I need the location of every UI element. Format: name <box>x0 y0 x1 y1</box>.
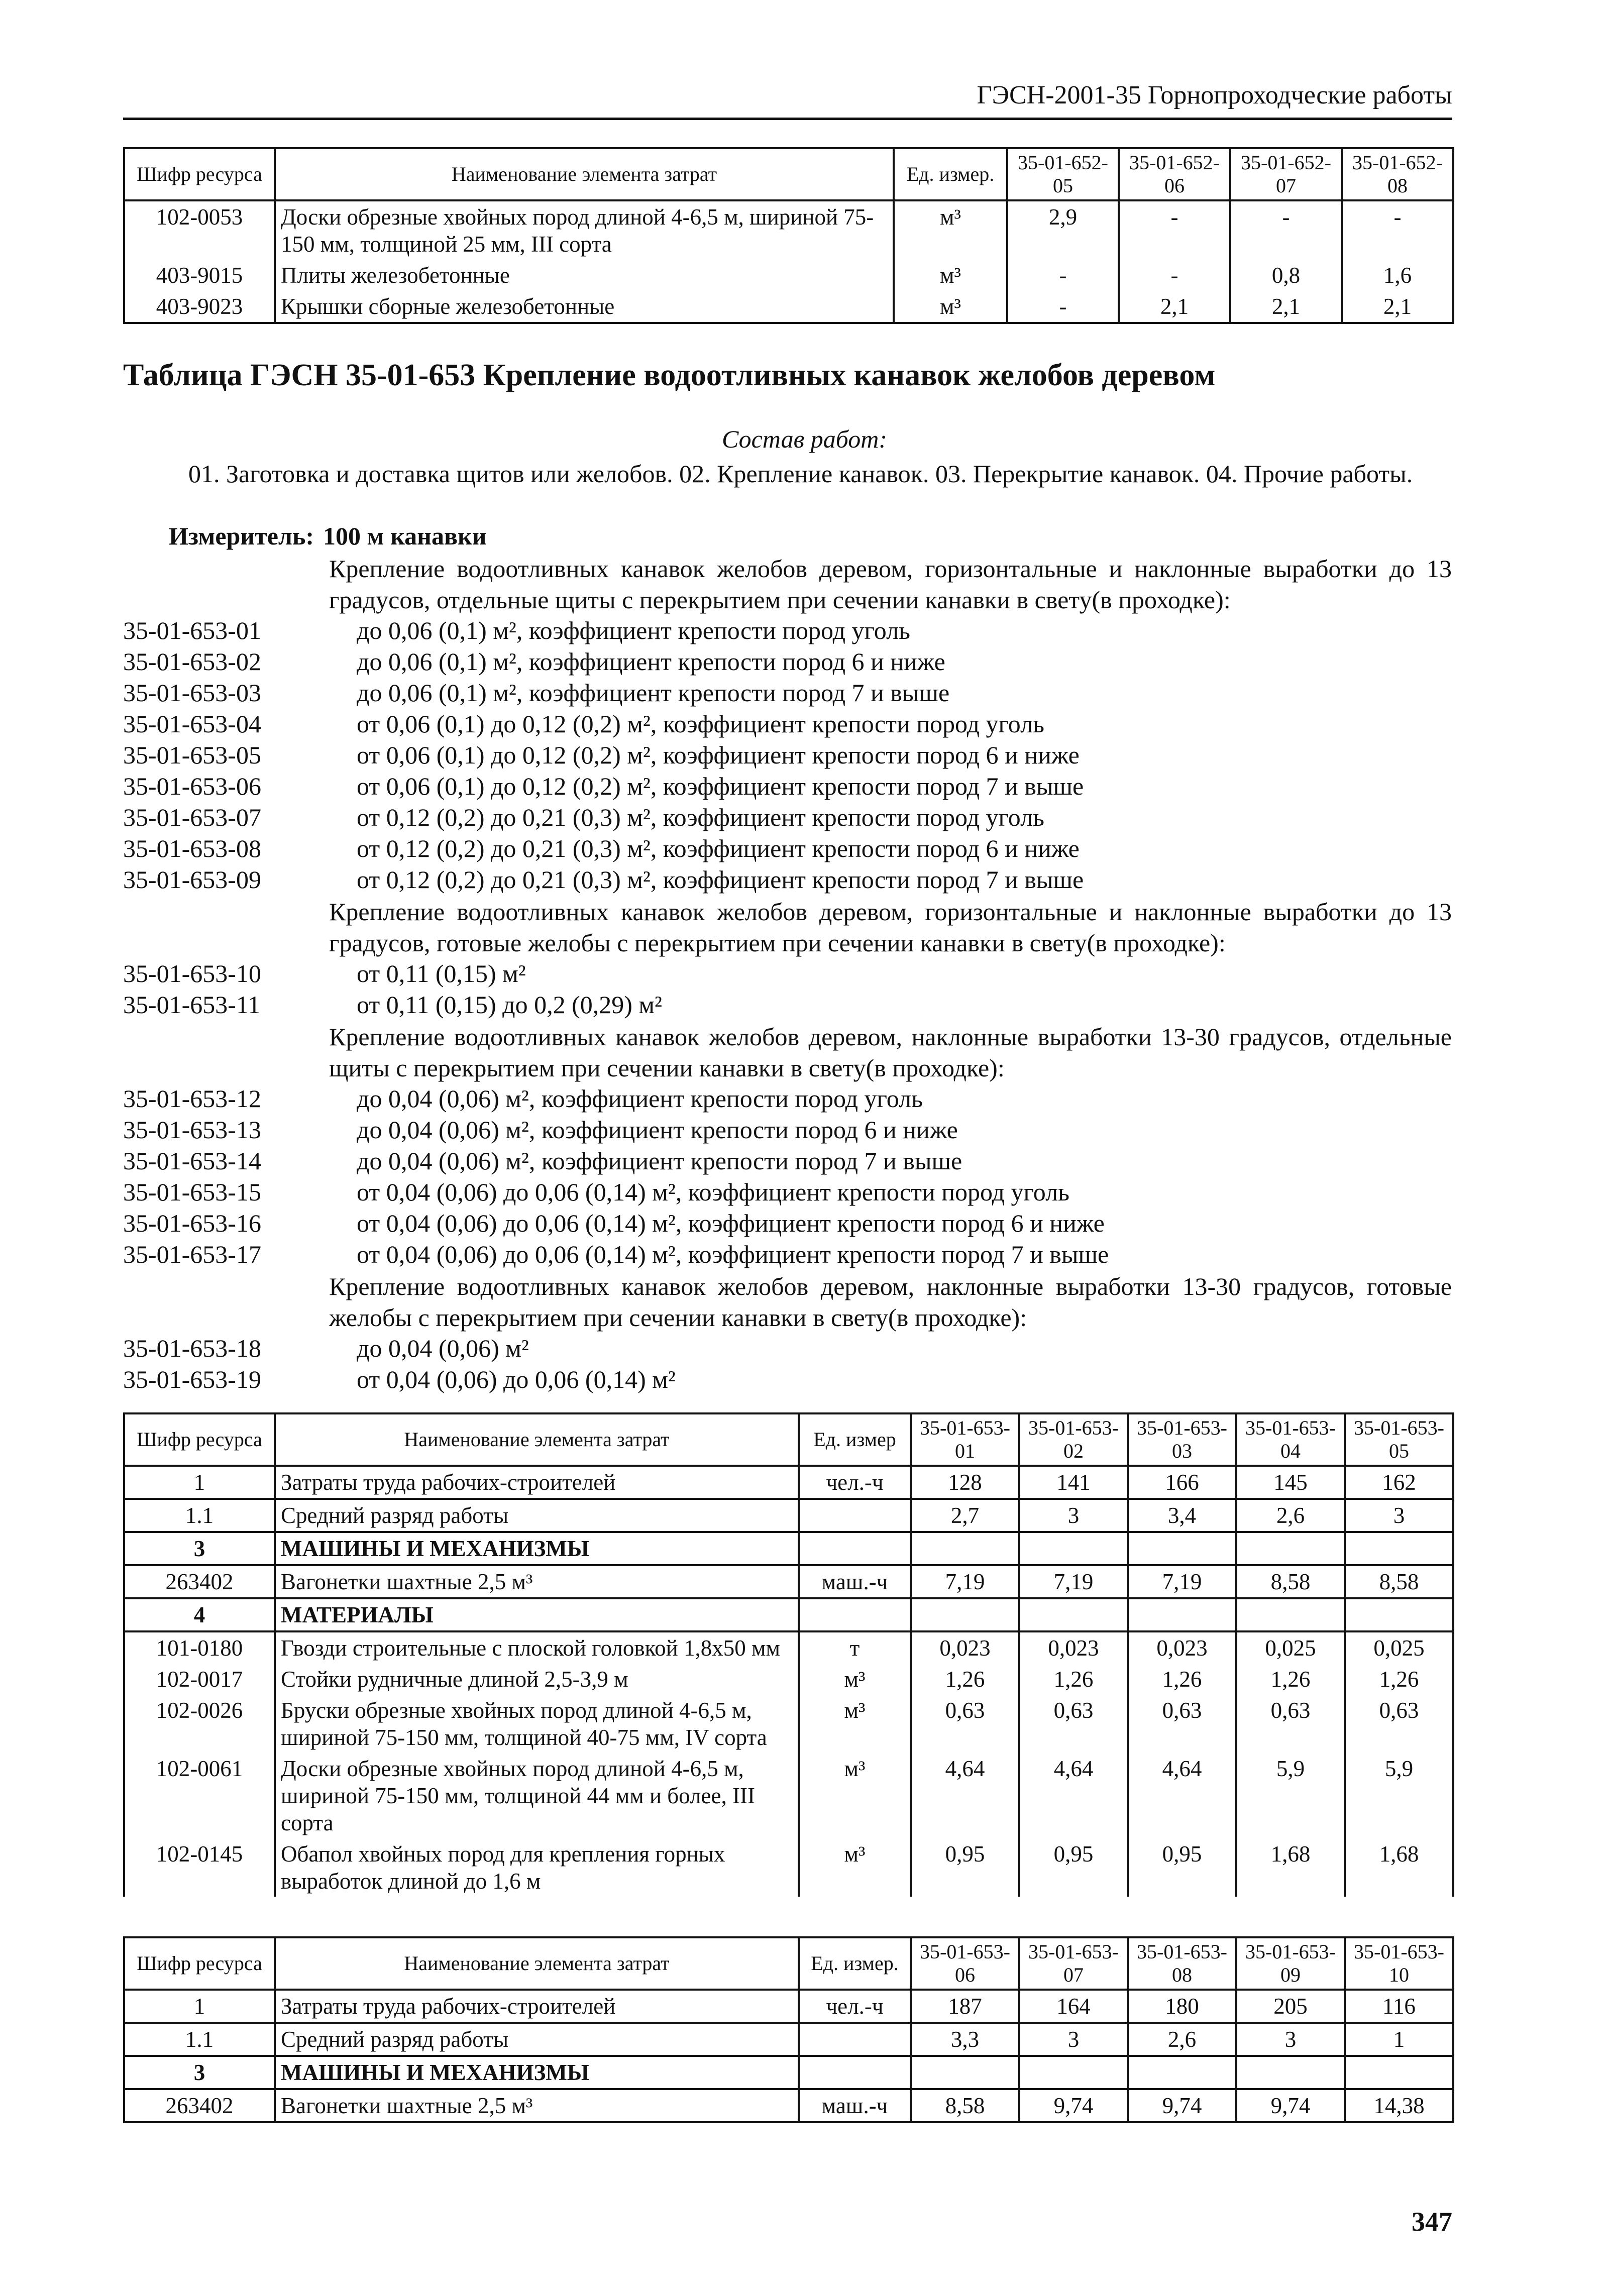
norm-code: 35-01-653-04 <box>123 710 261 738</box>
meter-label: Измеритель: <box>169 522 314 550</box>
table-row <box>124 1499 1453 1532</box>
value-cell: 128 <box>911 1466 1019 1499</box>
value-cell: 7,19 <box>1128 1565 1236 1598</box>
value-cell: 2,1 <box>1230 291 1342 323</box>
value-cell: 1,6 <box>1342 260 1453 291</box>
value-cell: 3 <box>1019 2023 1128 2056</box>
resource-table-653-a <box>123 1412 1454 1897</box>
table-row <box>124 200 1453 260</box>
unit-cell: м³ <box>799 1753 911 1838</box>
norm-text: до 0,04 (0,06) м², коэффициент крепости пород уголь <box>357 1084 923 1113</box>
value-cell: 9,74 <box>1128 2089 1236 2122</box>
table-row <box>124 1990 1453 2023</box>
value-cell: 1,68 <box>1345 1838 1453 1897</box>
value-cell: 1,26 <box>911 1664 1019 1695</box>
value-cell: 0,63 <box>1128 1695 1236 1753</box>
norm-text: от 0,12 (0,2) до 0,21 (0,3) м², коэффициент крепости пород 7 и выше <box>357 865 1084 894</box>
table-row <box>124 2023 1453 2056</box>
value-cell: 8,58 <box>911 2089 1019 2122</box>
value-cell: 0,023 <box>911 1631 1019 1664</box>
value-cell: 1,26 <box>1128 1664 1236 1695</box>
col-header-norm: 35-01-652-07 <box>1230 148 1342 200</box>
value-cell: - <box>1119 200 1230 260</box>
value-cell: 0,95 <box>1019 1838 1128 1897</box>
value-cell: 0,8 <box>1230 260 1342 291</box>
section-row <box>124 2056 1453 2089</box>
value-cell: 9,74 <box>1236 2089 1345 2122</box>
norm-code: 35-01-653-02 <box>123 647 261 676</box>
value-cell: 3,4 <box>1128 1499 1236 1532</box>
resource-code: 1.1 <box>124 2023 275 2056</box>
table-header-row <box>124 1937 1453 1990</box>
resource-name: Затраты труда рабочих-строителей <box>275 1466 799 1499</box>
norm-text: от 0,04 (0,06) до 0,06 (0,14) м², коэффициент крепости пород 7 и выше <box>357 1240 1109 1268</box>
value-cell: - <box>1119 260 1230 291</box>
value-cell: 8,58 <box>1345 1565 1453 1598</box>
col-header-norm: 35-01-653-06 <box>911 1937 1019 1990</box>
value-cell: 0,63 <box>1236 1695 1345 1753</box>
group-description: Крепление водоотливных канавок желобов деревом, горизонтальные и наклонные выработки до 13 градусов, готовые желобы с перекрытием при сечении канавки в свету(в проходке): <box>329 898 1452 957</box>
section-row <box>124 1532 1453 1565</box>
value-cell: 0,023 <box>1128 1631 1236 1664</box>
work-composition-label: Состав работ: <box>721 425 888 453</box>
norm-code: 35-01-653-17 <box>123 1240 261 1268</box>
section-name: МАШИНЫ И МЕХАНИЗМЫ <box>275 2056 799 2089</box>
value-cell: 3 <box>1019 1499 1128 1532</box>
value-cell: 141 <box>1019 1466 1128 1499</box>
norm-code: 35-01-653-18 <box>123 1334 261 1362</box>
resource-code: 102-0053 <box>124 200 275 260</box>
unit-cell: м³ <box>894 291 1007 323</box>
norm-code: 35-01-653-19 <box>123 1365 261 1393</box>
section-row <box>124 1598 1453 1631</box>
meter-value: 100 м канавки <box>323 522 487 550</box>
col-header-norm: 35-01-653-01 <box>911 1413 1019 1466</box>
table-row <box>124 1631 1453 1664</box>
col-header-norm: 35-01-653-09 <box>1236 1937 1345 1990</box>
section-code: 3 <box>124 1532 275 1565</box>
resource-name: Крышки сборные железобетонные <box>275 291 894 323</box>
col-header-norm: 35-01-653-02 <box>1019 1413 1128 1466</box>
unit-cell <box>799 2023 911 2056</box>
col-header-unit: Ед. измер <box>799 1413 911 1466</box>
norm-text: до 0,04 (0,06) м², коэффициент крепости пород 7 и выше <box>357 1147 962 1175</box>
value-cell: 7,19 <box>1019 1565 1128 1598</box>
col-header-name: Наименование элемента затрат <box>275 1413 799 1466</box>
work-composition-text: 01. Заготовка и доставка щитов или желобов. 02. Крепление канавок. 03. Перекрытие канавок. 04. Прочие работы. <box>188 460 1413 488</box>
section-name: МАШИНЫ И МЕХАНИЗМЫ <box>275 1532 799 1565</box>
value-cell: 166 <box>1128 1466 1236 1499</box>
unit-cell: м³ <box>894 260 1007 291</box>
value-cell: 4,64 <box>911 1753 1019 1838</box>
norm-code: 35-01-653-11 <box>123 991 261 1019</box>
norm-text: от 0,12 (0,2) до 0,21 (0,3) м², коэффициент крепости пород 6 и ниже <box>357 834 1080 862</box>
value-cell: 0,023 <box>1019 1631 1128 1664</box>
col-header-norm: 35-01-652-05 <box>1007 148 1119 200</box>
value-cell: 2,1 <box>1119 291 1230 323</box>
norm-text: от 0,06 (0,1) до 0,12 (0,2) м², коэффициент крепости пород 7 и выше <box>357 772 1084 800</box>
value-cell: 1,26 <box>1236 1664 1345 1695</box>
value-cell: 1,26 <box>1019 1664 1128 1695</box>
value-cell: 4,64 <box>1019 1753 1128 1838</box>
col-header-norm: 35-01-653-07 <box>1019 1937 1128 1990</box>
table-row <box>124 1565 1453 1598</box>
value-cell: 145 <box>1236 1466 1345 1499</box>
norm-text: от 0,04 (0,06) до 0,06 (0,14) м², коэффициент крепости пород 6 и ниже <box>357 1209 1105 1237</box>
norm-text: от 0,11 (0,15) до 0,2 (0,29) м² <box>357 991 663 1019</box>
col-header-code: Шифр ресурса <box>124 1937 275 1990</box>
value-cell: 2,6 <box>1128 2023 1236 2056</box>
value-cell: 1,68 <box>1236 1838 1345 1897</box>
table-row <box>124 1695 1453 1753</box>
resource-name: Плиты железобетонные <box>275 260 894 291</box>
norm-text: от 0,04 (0,06) до 0,06 (0,14) м² <box>357 1365 676 1393</box>
resource-name: Вагонетки шахтные 2,5 м³ <box>275 2089 799 2122</box>
norm-text: до 0,06 (0,1) м², коэффициент крепости пород 6 и ниже <box>357 647 945 676</box>
value-cell: 187 <box>911 1990 1019 2023</box>
norm-code: 35-01-653-15 <box>123 1178 261 1206</box>
resource-name: Средний разряд работы <box>275 2023 799 2056</box>
resource-name: Затраты труда рабочих-строителей <box>275 1990 799 2023</box>
value-cell: 3 <box>1345 1499 1453 1532</box>
resource-name: Обапол хвойных пород для крепления горных выработок длиной до 1,6 м <box>275 1838 799 1897</box>
value-cell: 0,63 <box>1019 1695 1128 1753</box>
resource-code: 263402 <box>124 1565 275 1598</box>
norm-text: от 0,12 (0,2) до 0,21 (0,3) м², коэффициент крепости пород уголь <box>357 803 1044 831</box>
norm-code: 35-01-653-01 <box>123 616 261 644</box>
page-number: 347 <box>1412 2207 1452 2237</box>
col-header-name: Наименование элемента затрат <box>275 148 894 200</box>
value-cell: 2,6 <box>1236 1499 1345 1532</box>
section-code: 4 <box>124 1598 275 1631</box>
col-header-norm: 35-01-653-10 <box>1345 1937 1453 1990</box>
resource-code: 101-0180 <box>124 1631 275 1664</box>
value-cell: 2,9 <box>1007 200 1119 260</box>
resource-code: 403-9015 <box>124 260 275 291</box>
norm-code: 35-01-653-16 <box>123 1209 261 1237</box>
header-rule <box>123 118 1452 120</box>
value-cell: 1 <box>1345 2023 1453 2056</box>
norm-code: 35-01-653-05 <box>123 741 261 769</box>
norm-text: до 0,04 (0,06) м² <box>357 1334 529 1362</box>
resource-code: 1 <box>124 1990 275 2023</box>
value-cell: 1,26 <box>1345 1664 1453 1695</box>
norm-text: до 0,06 (0,1) м², коэффициент крепости пород 7 и выше <box>357 679 950 707</box>
resource-code: 102-0145 <box>124 1838 275 1897</box>
value-cell: 2,1 <box>1342 291 1453 323</box>
value-cell: 9,74 <box>1019 2089 1128 2122</box>
value-cell: 162 <box>1345 1466 1453 1499</box>
norm-text: от 0,04 (0,06) до 0,06 (0,14) м², коэффициент крепости пород уголь <box>357 1178 1069 1206</box>
col-header-unit: Ед. измер. <box>799 1937 911 1990</box>
value-cell: 4,64 <box>1128 1753 1236 1838</box>
col-header-norm: 35-01-652-06 <box>1119 148 1230 200</box>
col-header-norm: 35-01-652-08 <box>1342 148 1453 200</box>
value-cell: 0,63 <box>1345 1695 1453 1753</box>
value-cell: - <box>1007 260 1119 291</box>
table-row <box>124 2089 1453 2122</box>
resource-name: Гвозди строительные с плоской головкой 1,8х50 мм <box>275 1631 799 1664</box>
unit-cell: чел.-ч <box>799 1990 911 2023</box>
value-cell: - <box>1342 200 1453 260</box>
group-description: Крепление водоотливных канавок желобов деревом, наклонные выработки 13-30 градусов, отдельные щиты с перекрытием при сечении канавки в свету(в проходке): <box>329 1023 1452 1082</box>
col-header-norm: 35-01-653-04 <box>1236 1413 1345 1466</box>
section-name: МАТЕРИАЛЫ <box>275 1598 799 1631</box>
table-row <box>124 1838 1453 1897</box>
norm-code: 35-01-653-10 <box>123 959 261 988</box>
value-cell: 5,9 <box>1345 1753 1453 1838</box>
running-header: ГЭСН-2001-35 Горнопроходческие работы <box>977 81 1452 110</box>
col-header-norm: 35-01-653-03 <box>1128 1413 1236 1466</box>
value-cell: - <box>1230 200 1342 260</box>
table-row <box>124 1753 1453 1838</box>
table-row <box>124 260 1453 291</box>
unit-cell: м³ <box>799 1838 911 1897</box>
norm-code: 35-01-653-09 <box>123 865 261 894</box>
table-row <box>124 1466 1453 1499</box>
value-cell: - <box>1007 291 1119 323</box>
value-cell: 116 <box>1345 1990 1453 2023</box>
value-cell: 0,025 <box>1345 1631 1453 1664</box>
resource-code: 102-0026 <box>124 1695 275 1753</box>
value-cell: 14,38 <box>1345 2089 1453 2122</box>
norm-code: 35-01-653-12 <box>123 1084 261 1113</box>
norm-text: до 0,06 (0,1) м², коэффициент крепости пород уголь <box>357 616 910 644</box>
value-cell: 0,95 <box>911 1838 1019 1897</box>
col-header-norm: 35-01-653-05 <box>1345 1413 1453 1466</box>
value-cell: 8,58 <box>1236 1565 1345 1598</box>
unit-cell: чел.-ч <box>799 1466 911 1499</box>
norm-code: 35-01-653-08 <box>123 834 261 862</box>
resource-table-653-b <box>123 1936 1454 2123</box>
resource-code: 102-0017 <box>124 1664 275 1695</box>
norm-code: 35-01-653-03 <box>123 679 261 707</box>
unit-cell <box>799 1499 911 1532</box>
value-cell: 3 <box>1236 2023 1345 2056</box>
resource-name: Доски обрезные хвойных пород длиной 4-6,5 м, шириной 75-150 мм, толщиной 25 мм, III сорта <box>275 200 894 260</box>
section-code: 3 <box>124 2056 275 2089</box>
resource-name: Средний разряд работы <box>275 1499 799 1532</box>
value-cell: 0,95 <box>1128 1838 1236 1897</box>
resource-name: Доски обрезные хвойных пород длиной 4-6,5 м, шириной 75-150 мм, толщиной 44 мм и более, III сорта <box>275 1753 799 1838</box>
unit-cell: т <box>799 1631 911 1664</box>
resource-code: 1.1 <box>124 1499 275 1532</box>
meter-line <box>169 521 487 551</box>
value-cell: 0,025 <box>1236 1631 1345 1664</box>
resource-code: 1 <box>124 1466 275 1499</box>
resource-code: 102-0061 <box>124 1753 275 1838</box>
resource-table-652 <box>123 147 1454 324</box>
norm-code: 35-01-653-13 <box>123 1116 261 1144</box>
norm-code: 35-01-653-07 <box>123 803 261 831</box>
col-header-code: Шифр ресурса <box>124 148 275 200</box>
value-cell: 5,9 <box>1236 1753 1345 1838</box>
value-cell: 164 <box>1019 1990 1128 2023</box>
value-cell: 0,63 <box>911 1695 1019 1753</box>
col-header-code: Шифр ресурса <box>124 1413 275 1466</box>
group-description: Крепление водоотливных канавок желобов деревом, наклонные выработки 13-30 градусов, готовые желобы с перекрытием при сечении канавки в свету(в проходке): <box>329 1272 1452 1332</box>
value-cell: 205 <box>1236 1990 1345 2023</box>
table-row <box>124 1664 1453 1695</box>
resource-name: Вагонетки шахтные 2,5 м³ <box>275 1565 799 1598</box>
group-description: Крепление водоотливных канавок желобов деревом, горизонтальные и наклонные выработки до 13 градусов, отдельные щиты с перекрытием при сечении канавки в свету(в проходке): <box>329 555 1452 614</box>
unit-cell: м³ <box>799 1695 911 1753</box>
unit-cell: маш.-ч <box>799 2089 911 2122</box>
section-title: Таблица ГЭСН 35-01-653 Крепление водоотливных канавок желобов деревом <box>123 358 1216 392</box>
resource-name: Бруски обрезные хвойных пород длиной 4-6,5 м, шириной 75-150 мм, толщиной 40-75 мм, IV сорта <box>275 1695 799 1753</box>
table-row <box>124 291 1453 323</box>
unit-cell: м³ <box>799 1664 911 1695</box>
value-cell: 7,19 <box>911 1565 1019 1598</box>
norm-code: 35-01-653-14 <box>123 1147 261 1175</box>
value-cell: 2,7 <box>911 1499 1019 1532</box>
resource-code: 263402 <box>124 2089 275 2122</box>
resource-code: 403-9023 <box>124 291 275 323</box>
table-header-row <box>124 1413 1453 1466</box>
unit-cell: маш.-ч <box>799 1565 911 1598</box>
value-cell: 180 <box>1128 1990 1236 2023</box>
resource-name: Стойки рудничные длиной 2,5-3,9 м <box>275 1664 799 1695</box>
col-header-name: Наименование элемента затрат <box>275 1937 799 1990</box>
col-header-unit: Ед. измер. <box>894 148 1007 200</box>
col-header-norm: 35-01-653-08 <box>1128 1937 1236 1990</box>
norm-text: от 0,06 (0,1) до 0,12 (0,2) м², коэффициент крепости пород уголь <box>357 710 1044 738</box>
unit-cell: м³ <box>894 200 1007 260</box>
norm-code: 35-01-653-06 <box>123 772 261 800</box>
value-cell: 3,3 <box>911 2023 1019 2056</box>
table-header-row <box>124 148 1453 200</box>
norm-text: от 0,11 (0,15) м² <box>357 959 526 988</box>
norm-text: до 0,04 (0,06) м², коэффициент крепости пород 6 и ниже <box>357 1116 958 1144</box>
norm-text: от 0,06 (0,1) до 0,12 (0,2) м², коэффициент крепости пород 6 и ниже <box>357 741 1080 769</box>
